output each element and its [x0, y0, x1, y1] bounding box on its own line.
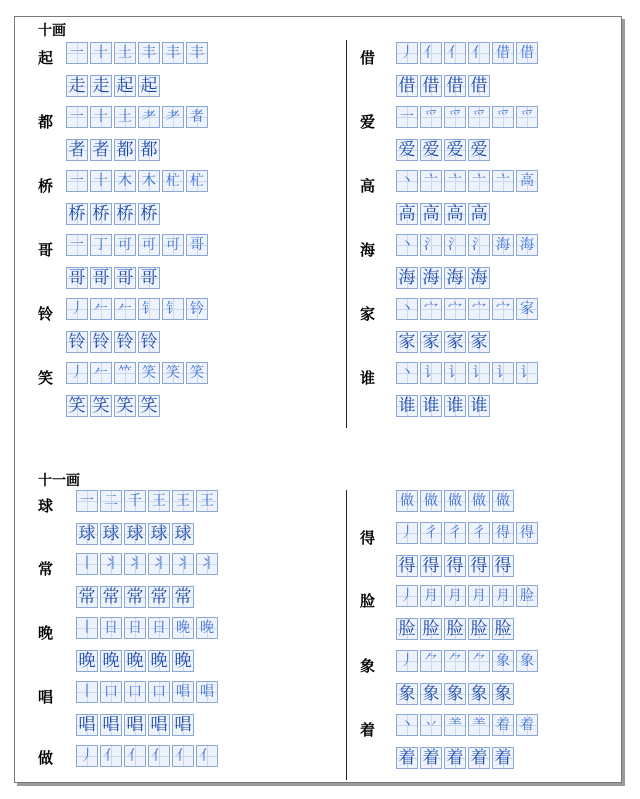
- section-title: 十画: [38, 23, 66, 39]
- stroke-row: [396, 683, 516, 705]
- stroke-cell: 借: [468, 75, 490, 97]
- stroke-cell: 做: [396, 490, 418, 512]
- stroke-cell: 象: [492, 650, 514, 672]
- stroke-cell: 讠: [492, 362, 514, 384]
- stroke-cell: 十: [90, 106, 112, 128]
- stroke-cell: 起: [138, 75, 160, 97]
- character-label: 笑: [38, 369, 54, 387]
- stroke-cell: 爱: [468, 139, 490, 161]
- stroke-row: [396, 106, 540, 128]
- stroke-cell: 脸: [396, 618, 418, 640]
- stroke-cell: 丨: [76, 617, 98, 639]
- stroke-cell: 亻: [468, 42, 490, 64]
- stroke-cell: 爫: [420, 106, 442, 128]
- stroke-cell: 钅: [162, 298, 184, 320]
- stroke-cell: 笑: [114, 395, 136, 417]
- stroke-row: [396, 203, 492, 225]
- stroke-cell: 唱: [196, 681, 218, 703]
- stroke-cell: 丰: [186, 42, 208, 64]
- stroke-cell: 十: [90, 42, 112, 64]
- stroke-cell: 亠: [492, 170, 514, 192]
- stroke-row: [396, 75, 492, 97]
- stroke-cell: 者: [66, 139, 88, 161]
- stroke-cell: 球: [148, 523, 170, 545]
- stroke-cell: 一: [396, 106, 418, 128]
- stroke-cell: 哥: [186, 234, 208, 256]
- stroke-row: [66, 75, 162, 97]
- stroke-cell: 晚: [172, 650, 194, 672]
- stroke-row: [396, 490, 516, 512]
- stroke-cell: 海: [396, 267, 418, 289]
- stroke-cell: 丷: [420, 714, 442, 736]
- stroke-cell: 谁: [396, 395, 418, 417]
- stroke-cell: 都: [114, 139, 136, 161]
- character-label: 唱: [38, 688, 54, 706]
- stroke-row: [76, 490, 220, 512]
- stroke-row: [396, 714, 540, 736]
- stroke-cell: 王: [148, 490, 170, 512]
- stroke-cell: ⺷: [468, 714, 490, 736]
- stroke-cell: 家: [420, 331, 442, 353]
- stroke-row: [66, 298, 210, 320]
- stroke-cell: 王: [172, 490, 194, 512]
- character-label: 着: [360, 721, 376, 739]
- stroke-cell: 口: [124, 681, 146, 703]
- stroke-cell: 着: [420, 747, 442, 769]
- stroke-row: [66, 395, 162, 417]
- stroke-cell: 海: [468, 267, 490, 289]
- stroke-cell: 脸: [468, 618, 490, 640]
- character-label: 家: [360, 305, 376, 323]
- stroke-cell: 𠂉: [114, 298, 136, 320]
- stroke-row: [396, 42, 540, 64]
- stroke-cell: 木: [138, 170, 160, 192]
- stroke-cell: 桥: [114, 203, 136, 225]
- stroke-cell: ⺈: [420, 650, 442, 672]
- stroke-cell: 一: [66, 106, 88, 128]
- stroke-cell: 球: [76, 523, 98, 545]
- stroke-cell: 都: [138, 139, 160, 161]
- stroke-cell: 丶: [396, 714, 418, 736]
- stroke-cell: 球: [100, 523, 122, 545]
- stroke-cell: 者: [90, 139, 112, 161]
- stroke-row: [396, 650, 540, 672]
- stroke-cell: 哥: [114, 267, 136, 289]
- stroke-cell: 借: [492, 42, 514, 64]
- stroke-row: [76, 553, 220, 575]
- stroke-cell: 丰: [138, 42, 160, 64]
- stroke-cell: 唱: [172, 714, 194, 736]
- stroke-cell: 氵: [420, 234, 442, 256]
- stroke-cell: 讠: [516, 362, 538, 384]
- stroke-cell: 高: [468, 203, 490, 225]
- stroke-cell: 丶: [396, 170, 418, 192]
- stroke-cell: 晚: [124, 650, 146, 672]
- stroke-cell: 海: [420, 267, 442, 289]
- stroke-cell: 亻: [444, 42, 466, 64]
- character-label: 常: [38, 560, 54, 578]
- stroke-cell: 彳: [468, 522, 490, 544]
- stroke-cell: 一: [66, 42, 88, 64]
- stroke-cell: 哥: [138, 267, 160, 289]
- stroke-cell: 爫: [492, 106, 514, 128]
- stroke-cell: 做: [468, 490, 490, 512]
- character-label: 谁: [360, 369, 376, 387]
- stroke-cell: 着: [396, 747, 418, 769]
- stroke-row: [396, 585, 540, 607]
- stroke-cell: 氵: [468, 234, 490, 256]
- stroke-cell: 象: [492, 683, 514, 705]
- stroke-cell: 耂: [162, 106, 184, 128]
- stroke-cell: 高: [516, 170, 538, 192]
- stroke-cell: 亠: [468, 170, 490, 192]
- stroke-cell: 宀: [468, 298, 490, 320]
- stroke-cell: 走: [90, 75, 112, 97]
- stroke-cell: 得: [396, 555, 418, 577]
- stroke-row: [396, 331, 492, 353]
- stroke-cell: 铃: [114, 331, 136, 353]
- stroke-cell: 者: [186, 106, 208, 128]
- stroke-cell: 象: [468, 683, 490, 705]
- stroke-cell: 着: [492, 747, 514, 769]
- stroke-cell: 谁: [420, 395, 442, 417]
- stroke-cell: 彳: [444, 522, 466, 544]
- stroke-cell: 谁: [468, 395, 490, 417]
- stroke-cell: 口: [148, 681, 170, 703]
- stroke-cell: 亻: [172, 745, 194, 767]
- stroke-cell: 丿: [76, 745, 98, 767]
- character-label: 铃: [38, 305, 54, 323]
- stroke-cell: 亠: [444, 170, 466, 192]
- stroke-cell: 脸: [492, 618, 514, 640]
- stroke-cell: 讠: [444, 362, 466, 384]
- stroke-cell: 爱: [444, 139, 466, 161]
- stroke-cell: 着: [468, 747, 490, 769]
- stroke-cell: 二: [100, 490, 122, 512]
- stroke-cell: 家: [444, 331, 466, 353]
- character-label: 晚: [38, 624, 54, 642]
- stroke-cell: 一: [76, 490, 98, 512]
- stroke-cell: 土: [114, 42, 136, 64]
- stroke-cell: 桥: [66, 203, 88, 225]
- stroke-cell: 𠂉: [90, 362, 112, 384]
- stroke-row: [396, 618, 516, 640]
- stroke-cell: 钤: [186, 298, 208, 320]
- stroke-cell: 钅: [138, 298, 160, 320]
- stroke-cell: 丁: [90, 234, 112, 256]
- stroke-cell: 走: [66, 75, 88, 97]
- stroke-cell: 𠂉: [90, 298, 112, 320]
- stroke-row: [66, 106, 210, 128]
- stroke-cell: 王: [196, 490, 218, 512]
- stroke-cell: 月: [492, 585, 514, 607]
- stroke-row: [396, 362, 540, 384]
- stroke-cell: 宀: [420, 298, 442, 320]
- stroke-cell: 笑: [186, 362, 208, 384]
- stroke-cell: 杧: [186, 170, 208, 192]
- stroke-cell: 唱: [76, 714, 98, 736]
- stroke-cell: 晚: [76, 650, 98, 672]
- stroke-cell: 丶: [396, 298, 418, 320]
- stroke-row: [396, 298, 540, 320]
- stroke-cell: 讠: [468, 362, 490, 384]
- stroke-cell: 象: [420, 683, 442, 705]
- stroke-row: [66, 362, 210, 384]
- stroke-cell: 彳: [420, 522, 442, 544]
- stroke-cell: 日: [100, 617, 122, 639]
- stroke-row: [396, 234, 540, 256]
- stroke-row: [396, 267, 492, 289]
- stroke-cell: 哥: [66, 267, 88, 289]
- stroke-row: [66, 267, 162, 289]
- stroke-cell: 丿: [66, 362, 88, 384]
- stroke-cell: 月: [420, 585, 442, 607]
- stroke-cell: 日: [148, 617, 170, 639]
- stroke-cell: 日: [124, 617, 146, 639]
- stroke-cell: 丿: [396, 42, 418, 64]
- stroke-cell: 借: [420, 75, 442, 97]
- stroke-cell: 晚: [196, 617, 218, 639]
- stroke-row: [76, 523, 196, 545]
- stroke-row: [396, 747, 516, 769]
- stroke-row: [396, 522, 540, 544]
- stroke-row: [76, 650, 196, 672]
- stroke-row: [76, 714, 196, 736]
- stroke-cell: 做: [444, 490, 466, 512]
- stroke-cell: 可: [114, 234, 136, 256]
- section-title: 十一画: [38, 473, 80, 489]
- stroke-cell: 脸: [420, 618, 442, 640]
- character-label: 哥: [38, 241, 54, 259]
- stroke-cell: 桥: [90, 203, 112, 225]
- character-label: 起: [38, 49, 54, 67]
- stroke-cell: 唱: [100, 714, 122, 736]
- stroke-cell: 晚: [148, 650, 170, 672]
- stroke-cell: 爱: [420, 139, 442, 161]
- stroke-cell: 谁: [444, 395, 466, 417]
- stroke-cell: ⺷: [444, 714, 466, 736]
- stroke-cell: 铃: [90, 331, 112, 353]
- stroke-cell: 丿: [396, 650, 418, 672]
- stroke-cell: 常: [100, 586, 122, 608]
- stroke-cell: 笑: [162, 362, 184, 384]
- character-label: 海: [360, 241, 376, 259]
- stroke-cell: 海: [444, 267, 466, 289]
- stroke-cell: 哥: [90, 267, 112, 289]
- stroke-cell: 爫: [444, 106, 466, 128]
- stroke-cell: 丨: [76, 553, 98, 575]
- character-label: 球: [38, 497, 54, 515]
- stroke-cell: 爱: [396, 139, 418, 161]
- stroke-cell: 唱: [148, 714, 170, 736]
- stroke-cell: 亻: [148, 745, 170, 767]
- stroke-cell: 象: [516, 650, 538, 672]
- stroke-cell: 宀: [444, 298, 466, 320]
- stroke-cell: 海: [492, 234, 514, 256]
- stroke-row: [76, 617, 220, 639]
- stroke-row: [66, 203, 162, 225]
- stroke-cell: 桥: [138, 203, 160, 225]
- character-label: 脸: [360, 592, 376, 610]
- stroke-cell: 丬: [100, 553, 122, 575]
- stroke-row: [76, 681, 220, 703]
- stroke-row: [66, 331, 162, 353]
- stroke-cell: 讠: [420, 362, 442, 384]
- stroke-cell: 杧: [162, 170, 184, 192]
- stroke-cell: 亻: [124, 745, 146, 767]
- stroke-cell: 借: [444, 75, 466, 97]
- stroke-cell: 起: [114, 75, 136, 97]
- stroke-cell: 铃: [138, 331, 160, 353]
- stroke-cell: 口: [100, 681, 122, 703]
- character-label: 做: [38, 749, 54, 767]
- stroke-cell: 爫: [516, 106, 538, 128]
- stroke-cell: 铃: [66, 331, 88, 353]
- stroke-cell: 千: [124, 490, 146, 512]
- stroke-cell: 可: [162, 234, 184, 256]
- stroke-cell: 亠: [420, 170, 442, 192]
- stroke-cell: 做: [492, 490, 514, 512]
- stroke-cell: 丶: [396, 234, 418, 256]
- stroke-cell: 丰: [162, 42, 184, 64]
- stroke-cell: 耂: [138, 106, 160, 128]
- stroke-cell: 木: [114, 170, 136, 192]
- stroke-cell: 球: [124, 523, 146, 545]
- stroke-cell: 家: [468, 331, 490, 353]
- stroke-cell: 丬: [148, 553, 170, 575]
- stroke-cell: 宀: [492, 298, 514, 320]
- stroke-cell: ⺈: [468, 650, 490, 672]
- stroke-cell: 氵: [444, 234, 466, 256]
- stroke-cell: 亻: [196, 745, 218, 767]
- stroke-cell: 丿: [66, 298, 88, 320]
- stroke-row: [396, 170, 540, 192]
- stroke-cell: 球: [172, 523, 194, 545]
- stroke-cell: 得: [468, 555, 490, 577]
- stroke-row: [396, 555, 516, 577]
- character-label: 爱: [360, 113, 376, 131]
- stroke-cell: 得: [492, 555, 514, 577]
- stroke-cell: 常: [76, 586, 98, 608]
- stroke-cell: 做: [420, 490, 442, 512]
- stroke-cell: 一: [66, 170, 88, 192]
- stroke-cell: 亻: [100, 745, 122, 767]
- character-label: 都: [38, 113, 54, 131]
- stroke-row: [66, 139, 162, 161]
- stroke-row: [66, 42, 210, 64]
- stroke-cell: 唱: [124, 714, 146, 736]
- column-divider: [346, 40, 347, 428]
- stroke-cell: 脸: [516, 585, 538, 607]
- stroke-cell: 十: [90, 170, 112, 192]
- stroke-cell: 丨: [76, 681, 98, 703]
- stroke-cell: 常: [172, 586, 194, 608]
- stroke-cell: 月: [468, 585, 490, 607]
- stroke-cell: 可: [138, 234, 160, 256]
- stroke-cell: 着: [492, 714, 514, 736]
- stroke-cell: 亻: [420, 42, 442, 64]
- column-divider: [346, 490, 347, 780]
- stroke-cell: 笑: [138, 395, 160, 417]
- stroke-cell: 高: [444, 203, 466, 225]
- stroke-cell: 笑: [90, 395, 112, 417]
- stroke-cell: 笑: [138, 362, 160, 384]
- stroke-cell: 着: [516, 714, 538, 736]
- stroke-cell: ⺈: [444, 650, 466, 672]
- stroke-cell: 月: [444, 585, 466, 607]
- stroke-cell: 常: [124, 586, 146, 608]
- stroke-cell: 家: [516, 298, 538, 320]
- stroke-row: [76, 745, 220, 767]
- stroke-cell: 晚: [100, 650, 122, 672]
- stroke-cell: 着: [444, 747, 466, 769]
- stroke-cell: 𥫗: [114, 362, 136, 384]
- stroke-cell: 丿: [396, 585, 418, 607]
- character-label: 象: [360, 657, 376, 675]
- stroke-cell: 脸: [444, 618, 466, 640]
- stroke-cell: 高: [396, 203, 418, 225]
- stroke-row: [76, 586, 196, 608]
- stroke-cell: 丿: [396, 522, 418, 544]
- stroke-cell: 土: [114, 106, 136, 128]
- stroke-cell: 笑: [66, 395, 88, 417]
- character-label: 桥: [38, 177, 54, 195]
- character-label: 高: [360, 177, 376, 195]
- stroke-row: [66, 234, 210, 256]
- stroke-cell: 借: [396, 75, 418, 97]
- stroke-cell: 丬: [196, 553, 218, 575]
- stroke-cell: 唱: [172, 681, 194, 703]
- stroke-cell: 得: [492, 522, 514, 544]
- character-label: 得: [360, 529, 376, 547]
- stroke-row: [396, 139, 492, 161]
- stroke-row: [66, 170, 210, 192]
- stroke-cell: 常: [148, 586, 170, 608]
- stroke-cell: 高: [420, 203, 442, 225]
- stroke-row: [396, 395, 492, 417]
- stroke-cell: 家: [396, 331, 418, 353]
- stroke-cell: 得: [444, 555, 466, 577]
- stroke-cell: 借: [516, 42, 538, 64]
- stroke-cell: 丬: [124, 553, 146, 575]
- stroke-cell: 一: [66, 234, 88, 256]
- stroke-cell: 象: [396, 683, 418, 705]
- character-label: 借: [360, 49, 376, 67]
- stroke-cell: 得: [516, 522, 538, 544]
- stroke-cell: 晚: [172, 617, 194, 639]
- stroke-cell: 丶: [396, 362, 418, 384]
- stroke-cell: 海: [516, 234, 538, 256]
- stroke-cell: 象: [444, 683, 466, 705]
- stroke-cell: 得: [420, 555, 442, 577]
- stroke-cell: 丬: [172, 553, 194, 575]
- stroke-cell: 爫: [468, 106, 490, 128]
